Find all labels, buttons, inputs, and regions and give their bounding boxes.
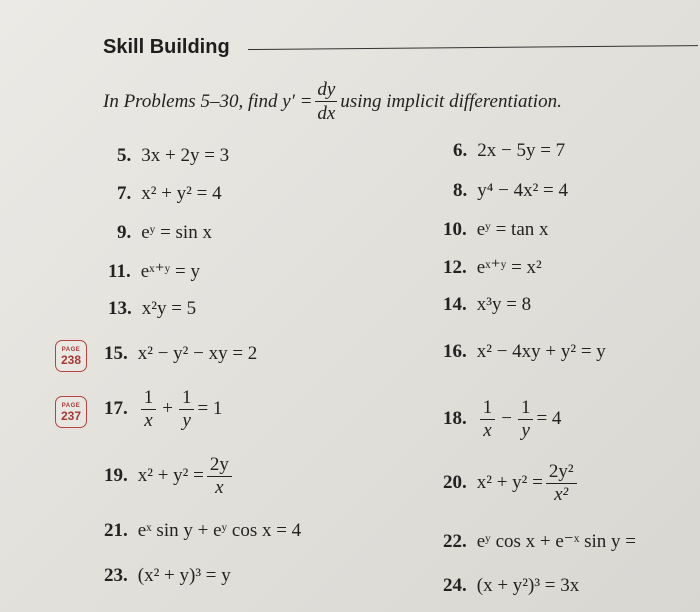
fraction-numerator: 1 bbox=[141, 388, 157, 410]
problem-22 bbox=[443, 530, 636, 553]
problem-number: 5. bbox=[117, 145, 132, 166]
fraction-numerator: 1 bbox=[518, 398, 534, 420]
problem-expression: (x + y²)³ = 3x bbox=[476, 575, 580, 596]
problem-number: 22. bbox=[443, 530, 467, 552]
badge-label: PAGE bbox=[61, 346, 81, 353]
fraction bbox=[179, 388, 195, 431]
problem-17 bbox=[104, 388, 222, 431]
problem-number: 18. bbox=[443, 408, 467, 430]
badge-label: PAGE bbox=[61, 402, 81, 409]
problem-number: 15. bbox=[104, 343, 128, 364]
problem-18 bbox=[443, 398, 561, 441]
fraction-numerator: 1 bbox=[179, 388, 195, 410]
problem-expression: eʸ = sin x bbox=[141, 222, 212, 243]
page-ref-badge[interactable] bbox=[55, 396, 87, 428]
problem-expression: x² − 4xy + y² = y bbox=[476, 341, 606, 362]
fraction-numerator: 2y² bbox=[546, 462, 577, 484]
derivative-fraction bbox=[315, 80, 337, 123]
heading-rule bbox=[248, 45, 698, 50]
badge-page: 238 bbox=[60, 352, 82, 367]
fraction-numerator: dy bbox=[317, 79, 336, 100]
problem-expression: eʸ cos x + e⁻ˣ sin y = bbox=[476, 531, 636, 552]
problem-expression: 2x − 5y = 7 bbox=[477, 140, 566, 161]
problem-number: 19. bbox=[104, 465, 128, 487]
right-hand-side: = 1 bbox=[197, 398, 223, 420]
problem-number: 9. bbox=[117, 222, 132, 243]
fraction-denominator: y bbox=[521, 419, 530, 441]
problem-14 bbox=[443, 294, 531, 316]
fraction bbox=[141, 388, 157, 431]
right-hand-side: = 4 bbox=[536, 408, 562, 430]
problem-number: 6. bbox=[453, 140, 468, 161]
problem-number: 16. bbox=[443, 341, 467, 362]
problem-number: 11. bbox=[108, 260, 131, 282]
problem-number: 10. bbox=[443, 219, 467, 240]
instructions-after: using implicit differentiation. bbox=[340, 90, 562, 112]
problem-6 bbox=[453, 140, 565, 162]
problem-8 bbox=[453, 180, 568, 202]
problem-number: 20. bbox=[443, 472, 467, 494]
problem-number: 12. bbox=[443, 256, 467, 278]
operator: + bbox=[162, 398, 173, 420]
problem-23 bbox=[104, 565, 231, 587]
fraction bbox=[480, 398, 496, 441]
problem-12 bbox=[443, 256, 542, 279]
operator: − bbox=[501, 408, 512, 430]
fraction-numerator: 1 bbox=[480, 398, 496, 420]
problem-expression: eˣ sin y + eʸ cos x = 4 bbox=[137, 520, 302, 541]
left-hand-side: x² + y² = bbox=[137, 465, 204, 487]
fraction bbox=[207, 455, 232, 498]
problem-expression: x³y = 8 bbox=[476, 294, 532, 315]
problem-expression: eˣ⁺ʸ = y bbox=[140, 261, 201, 282]
problem-number: 23. bbox=[104, 565, 128, 586]
problem-number: 7. bbox=[117, 183, 132, 204]
problem-expression: x² + y² = 4 bbox=[141, 183, 222, 204]
problem-number: 21. bbox=[104, 520, 128, 541]
problem-5 bbox=[117, 145, 229, 167]
fraction-denominator: y bbox=[182, 409, 191, 431]
fraction-denominator: x bbox=[215, 476, 224, 498]
problem-expression: y⁴ − 4x² = 4 bbox=[477, 180, 569, 201]
fraction bbox=[546, 462, 577, 505]
problem-expression: 3x + 2y = 3 bbox=[141, 145, 230, 166]
fraction-denominator: dx bbox=[317, 103, 336, 124]
problem-expression: x²y = 5 bbox=[141, 298, 197, 319]
problem-11 bbox=[108, 260, 200, 283]
problem-21 bbox=[104, 520, 301, 542]
problem-number: 14. bbox=[443, 294, 467, 315]
problem-number: 8. bbox=[453, 180, 468, 201]
problem-number: 24. bbox=[443, 575, 467, 596]
fraction-denominator: x bbox=[483, 419, 492, 441]
problem-16 bbox=[443, 341, 606, 363]
fraction-denominator: x² bbox=[554, 483, 569, 505]
badge-page: 237 bbox=[60, 408, 82, 423]
problem-13 bbox=[108, 298, 196, 320]
problem-24 bbox=[443, 575, 579, 597]
problem-number: 17. bbox=[104, 398, 128, 420]
left-hand-side: x² + y² = bbox=[476, 472, 543, 494]
problem-expression: eˣ⁺ʸ = x² bbox=[476, 257, 542, 278]
fraction bbox=[518, 398, 534, 441]
problem-9 bbox=[117, 222, 212, 244]
page-ref-badge[interactable] bbox=[55, 340, 87, 372]
problem-expression: eʸ = tan x bbox=[476, 219, 549, 240]
problem-20 bbox=[443, 462, 580, 505]
problem-19 bbox=[104, 455, 235, 498]
problem-expression: (x² + y)³ = y bbox=[137, 565, 231, 586]
problem-15 bbox=[104, 343, 257, 365]
problem-expression: x² − y² − xy = 2 bbox=[137, 343, 258, 364]
fraction-denominator: x bbox=[144, 409, 153, 431]
instructions-before: In Problems 5–30, find y′ = bbox=[103, 90, 313, 112]
problem-10 bbox=[443, 219, 549, 241]
fraction-numerator: 2y bbox=[207, 455, 232, 477]
problem-number: 13. bbox=[108, 298, 132, 319]
instructions bbox=[103, 80, 562, 123]
problem-7 bbox=[117, 183, 222, 205]
section-heading: Skill Building bbox=[103, 36, 230, 58]
